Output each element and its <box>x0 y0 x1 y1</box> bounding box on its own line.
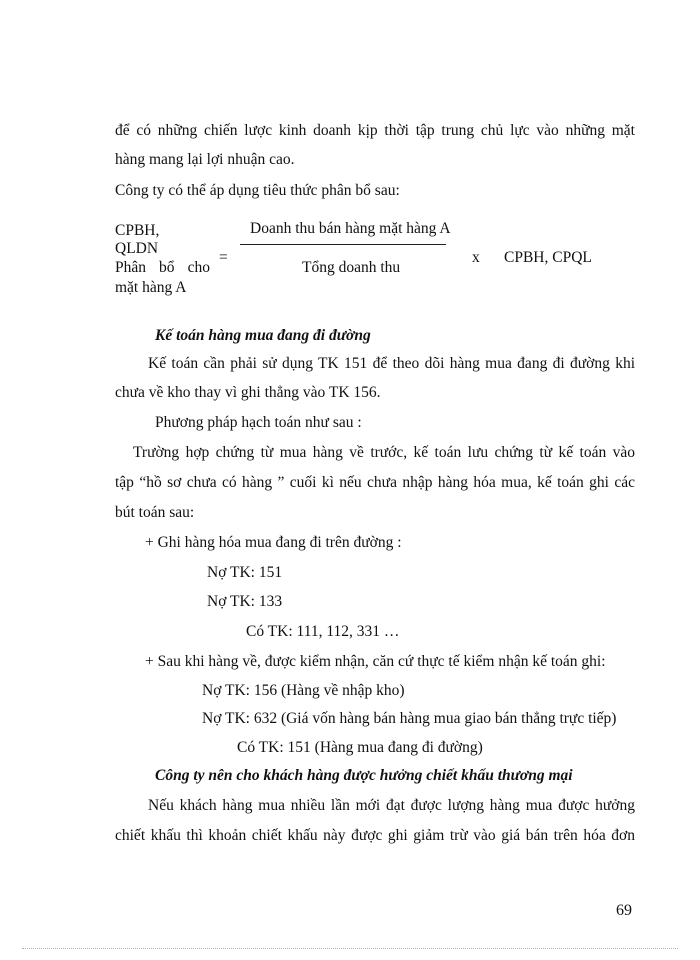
formula-lhs-line-3: Phân bổ cho <box>115 259 210 276</box>
section2-paragraph1-line-1: Nếu khách hàng mua nhiều lần mới đạt được lượng hàng mua được hưởng <box>148 797 635 814</box>
entry1-credit: Có TK: 111, 112, 331 … <box>246 623 400 640</box>
section1-paragraph2-line-1: Trường hợp chứng từ mua hàng về trước, kế toán lưu chứng từ kế toán vào <box>133 444 635 461</box>
formula-lhs-line-1: CPBH, <box>115 222 160 239</box>
intro-line-3: Công ty có thể áp dụng tiêu thức phân bổ sau: <box>115 182 400 199</box>
entry2-debit-1: Nợ TK: 156 (Hàng về nhập kho) <box>202 682 405 699</box>
formula-lhs-line-2: QLDN <box>115 240 159 257</box>
entry1-debit-1: Nợ TK: 151 <box>207 564 283 581</box>
formula-equals-sign: = <box>219 249 228 266</box>
page-number: 69 <box>616 902 632 919</box>
intro-line-2: hàng mang lại lợi nhuận cao. <box>115 151 295 168</box>
footer-divider <box>22 948 678 949</box>
section1-method-line: Phương pháp hạch toán như sau : <box>155 414 362 431</box>
formula-times-sign: x <box>472 249 480 266</box>
formula-rhs: CPBH, CPQL <box>504 249 592 266</box>
entry2-credit: Có TK: 151 (Hàng mua đang đi đường) <box>237 739 483 756</box>
section1-paragraph1-line-1: Kế toán cần phải sử dụng TK 151 để theo dõi hàng mua đang đi đường khi <box>148 355 635 372</box>
section1-paragraph2-line-3: bút toán sau: <box>115 504 195 521</box>
section1-paragraph2-line-2: tập “hồ sơ chưa có hàng ” cuối kì nếu chưa nhập hàng hóa mua, kế toán ghi các <box>115 474 635 491</box>
section2-paragraph1-line-2: chiết khấu thì khoản chiết khấu này được ghi giảm trừ vào giá bán trên hóa đơn <box>115 827 635 844</box>
section-heading-goods-in-transit: Kế toán hàng mua đang đi đường <box>155 327 371 344</box>
intro-line-1: để có những chiến lược kinh doanh kịp thời tập trung chủ lực vào những mặt <box>115 122 635 139</box>
section-heading-trade-discount: Công ty nên cho khách hàng được hưởng chiết khấu thương mại <box>155 767 573 784</box>
entry1-title: + Ghi hàng hóa mua đang đi trên đường : <box>145 534 402 551</box>
entry2-title: + Sau khi hàng về, được kiểm nhận, căn cứ thực tế kiểm nhận kế toán ghi: <box>145 653 606 670</box>
section1-paragraph1-line-2: chưa về kho thay vì ghi thẳng vào TK 156. <box>115 384 381 401</box>
entry2-debit-2: Nợ TK: 632 (Giá vốn hàng bán hàng mua giao bán thẳng trực tiếp) <box>202 710 617 727</box>
formula-lhs-line-4: mặt hàng A <box>115 279 187 296</box>
formula-numerator: Doanh thu bán hàng mặt hàng A <box>250 220 451 237</box>
entry1-debit-2: Nợ TK: 133 <box>207 593 283 610</box>
fraction-bar <box>240 244 446 245</box>
formula-denominator: Tổng doanh thu <box>302 259 401 276</box>
